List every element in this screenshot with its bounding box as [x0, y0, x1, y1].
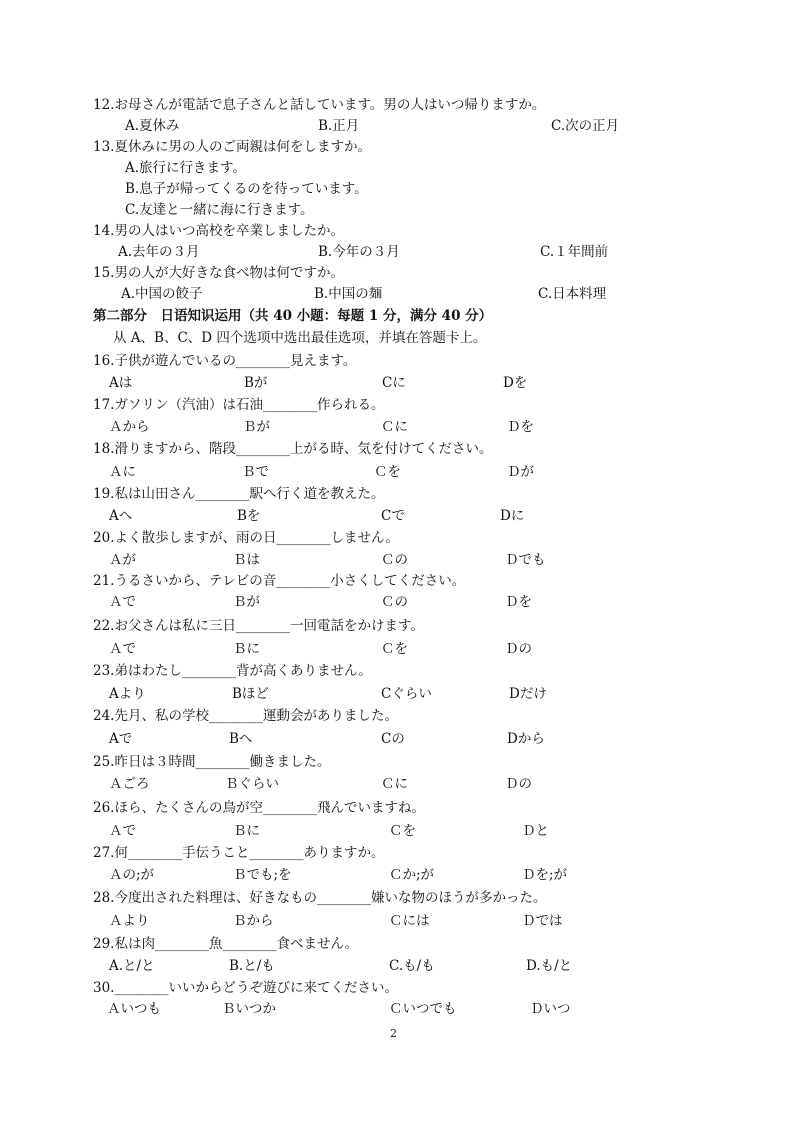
option-22b: Ｂに — [233, 641, 260, 657]
option-13c: C.友達と一緒に海に行きます。 — [125, 202, 314, 218]
option-18d: Ｄが — [507, 464, 534, 480]
option-27a: Ａの;が — [109, 867, 155, 883]
option-28b: Ｂから — [233, 913, 274, 929]
option-18b: Ｂで — [242, 464, 269, 480]
option-26d: Ｄと — [522, 823, 549, 839]
option-12a: A.夏休み — [125, 118, 180, 134]
option-17b: Ｂが — [243, 419, 270, 435]
question-28: 28.今度出された料理は、好きなもの________嫌いな物のほうが多かった。 — [93, 890, 547, 906]
option-18c: Ｃを — [374, 464, 401, 480]
option-20d: Ｄでも — [505, 552, 546, 568]
option-16a: Aは — [109, 375, 133, 391]
option-22c: Ｃを — [381, 641, 408, 657]
option-12b: B.正月 — [318, 118, 360, 134]
option-25a: Ａごろ — [109, 776, 150, 792]
option-26c: Ｃを — [389, 823, 416, 839]
option-17d: Ｄを — [507, 419, 534, 435]
option-23b: Bほど — [232, 686, 269, 702]
option-24c: Cの — [381, 731, 405, 747]
option-20b: Ｂは — [233, 552, 260, 568]
option-26b: Ｂに — [233, 823, 260, 839]
question-12: 12.お母さんが電話で息子さんと話しています。男の人はいつ帰りますか。 — [93, 97, 546, 113]
question-15: 15.男の人が大好きな食べ物は何ですか。 — [93, 265, 344, 281]
option-27b: Ｂでも;を — [233, 867, 292, 883]
option-17a: Ａから — [109, 419, 150, 435]
question-19: 19.私は山田さん________駅へ行く道を教えた。 — [93, 486, 385, 502]
section-instruction: 从 A、B、C、D 四个选项中选出最佳选项，并填在答题卡上。 — [113, 330, 487, 346]
option-28d: Ｄでは — [522, 913, 563, 929]
option-28a: Ａより — [109, 913, 150, 929]
option-25c: Ｃに — [381, 776, 408, 792]
option-23a: Aより — [109, 686, 146, 702]
option-20a: Ａが — [109, 552, 136, 568]
option-15b: B.中国の麺 — [314, 286, 383, 302]
option-26a: Ａで — [109, 823, 136, 839]
option-24a: Aで — [109, 731, 133, 747]
option-18a: Ａに — [109, 464, 136, 480]
option-23c: Cぐらい — [381, 686, 432, 702]
option-16b: Bが — [244, 375, 268, 391]
option-19d: Dに — [500, 508, 525, 524]
option-29d: D.も/と — [526, 958, 573, 974]
option-27d: Ｄを;が — [522, 867, 568, 883]
question-16: 16.子供が遊んでいるの________見えます。 — [93, 353, 357, 369]
option-22d: Ｄの — [505, 641, 532, 657]
option-14b: B.今年の３月 — [318, 244, 400, 260]
option-30b: Ｂいつか — [222, 1001, 276, 1017]
option-23d: Dだけ — [509, 686, 547, 702]
question-13: 13.夏休みに男の人のご両親は何をしますか。 — [93, 139, 371, 155]
question-30: 30.________いいからどうぞ遊びに来てください。 — [93, 980, 398, 996]
option-16c: Cに — [382, 375, 406, 391]
option-14c: C.１年間前 — [540, 244, 609, 260]
option-24b: Bへ — [229, 731, 253, 747]
option-21c: Ｃの — [381, 594, 408, 610]
option-17c: Ｃに — [381, 419, 408, 435]
option-19a: Aへ — [109, 508, 133, 524]
question-24: 24.先月、私の学校________運動会がありました。 — [93, 708, 398, 724]
page-number: 2 — [390, 1027, 397, 1040]
option-13b: B.息子が帰ってくるのを待っています。 — [125, 181, 368, 197]
option-27c: Ｃか;が — [389, 867, 435, 883]
question-17: 17.ガソリン（汽油）は石油________作られる。 — [93, 397, 385, 413]
question-27: 27.何________手伝うこと________ありますか。 — [93, 845, 385, 861]
option-21a: Ａで — [109, 594, 136, 610]
question-20: 20.よく散歩しますが、雨の日________しません。 — [93, 530, 399, 546]
option-15a: A.中国の餃子 — [121, 286, 203, 302]
question-21: 21.うるさいから、テレビの音________小さくしてください。 — [93, 573, 466, 589]
section-title: 第二部分 日语知识运用（共 40 小题：每题 1 分，满分 40 分） — [93, 308, 493, 324]
option-13a: A.旅行に行きます。 — [125, 160, 246, 176]
option-19c: Cで — [381, 508, 405, 524]
option-19b: Bを — [237, 508, 261, 524]
question-22: 22.お父さんは私に三日________一回電話をかけます。 — [93, 618, 424, 634]
question-14: 14.男の人はいつ高校を卒業しましたか。 — [93, 223, 344, 239]
option-30c: Ｃいつでも — [389, 1001, 457, 1017]
option-12c: C.次の正月 — [551, 118, 620, 134]
option-21b: Ｂが — [233, 594, 260, 610]
option-29c: C.も/も — [389, 958, 435, 974]
question-26: 26.ほら、たくさんの鳥が空________飛んでいますね。 — [93, 800, 425, 816]
option-25d: Ｄの — [505, 776, 532, 792]
option-29b: B.と/も — [229, 958, 275, 974]
option-22a: Ａで — [109, 641, 136, 657]
option-30a: Ａいつも — [107, 1001, 161, 1017]
option-24d: Dから — [507, 731, 545, 747]
option-16d: Dを — [503, 375, 528, 391]
question-23: 23.弟はわたし________背が高くありません。 — [93, 663, 372, 679]
option-30d: Ｄいつ — [530, 1001, 571, 1017]
option-14a: A.去年の３月 — [118, 244, 200, 260]
option-20c: Ｃの — [381, 552, 408, 568]
option-28c: Ｃには — [389, 913, 430, 929]
question-29: 29.私は肉________魚________食べません。 — [93, 936, 359, 952]
question-25: 25.昨日は３時間________働きました。 — [93, 754, 331, 770]
option-29a: A.と/と — [109, 958, 155, 974]
option-15c: C.日本料理 — [538, 286, 607, 302]
question-18: 18.滑りますから、階段________上がる時、気を付けてください。 — [93, 441, 493, 457]
option-21d: Ｄを — [505, 594, 532, 610]
option-25b: Ｂぐらい — [225, 776, 279, 792]
